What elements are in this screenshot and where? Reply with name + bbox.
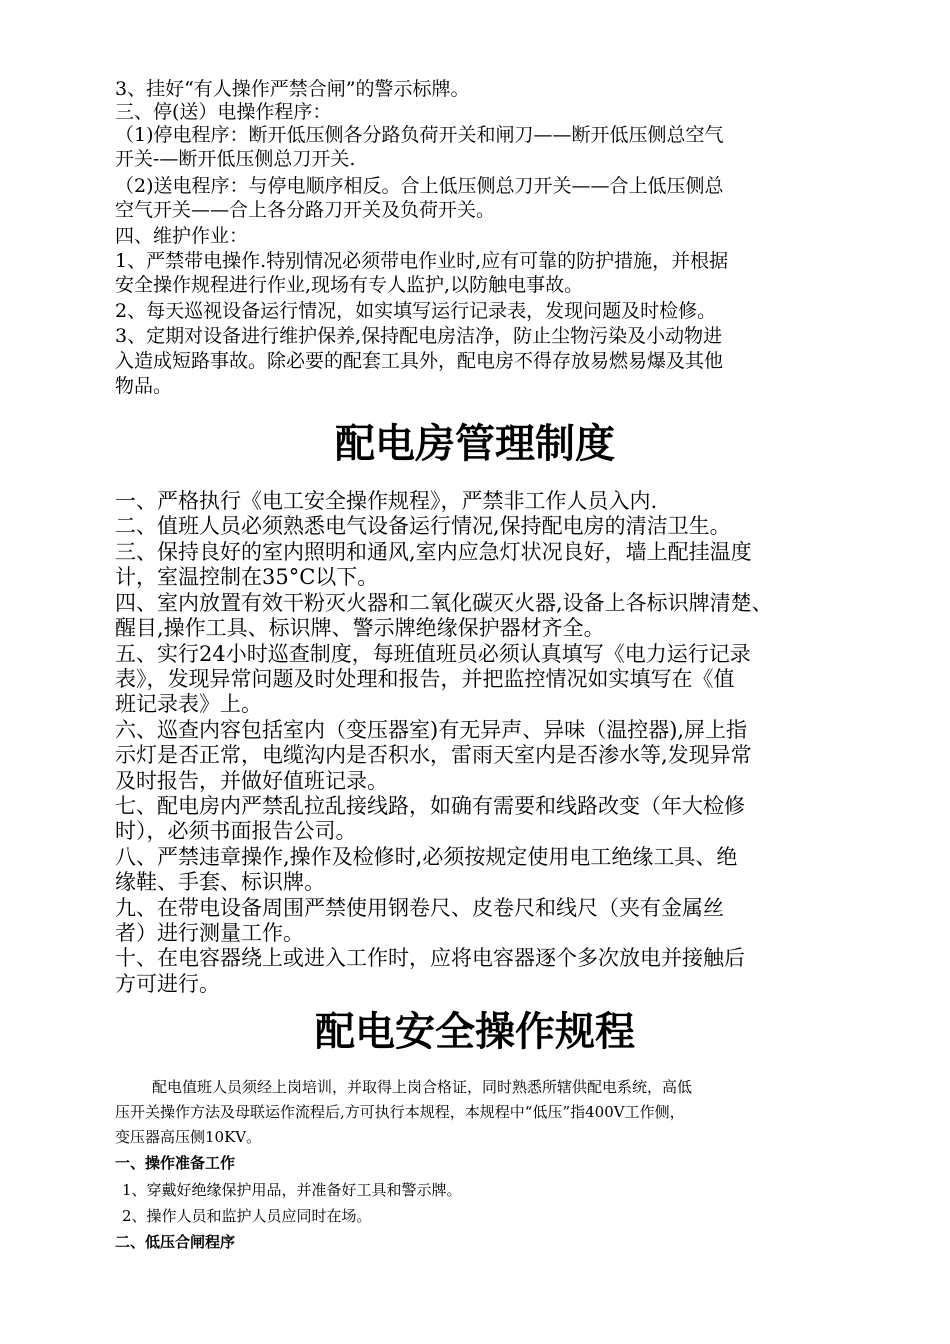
text-line: 3、挂好“有人操作严禁合闸”的警示标牌。: [115, 78, 470, 100]
list-item: 1、穿戴好绝缘保护用品，并准备好工具和警示牌。: [122, 1181, 462, 1199]
section-title-management: 配电房管理制度: [335, 421, 615, 467]
rule-line: 及时报告，并做好值班记录。: [115, 769, 388, 793]
rule-line: 八、严禁违章操作,操作及检修时,必须按规定使用电工绝缘工具、绝: [115, 845, 738, 869]
rule-line: 计，室温控制在35°C以下。: [115, 565, 379, 589]
rule-line: 三、保持良好的室内照明和通风,室内应急灯状况良好，墙上配挂温度: [115, 540, 752, 564]
text-line: 1、严禁带电操作.特别情况必须带电作业时,应有可靠的防护措施，并根据: [115, 250, 729, 272]
list-item: 2、操作人员和监护人员应同时在场。: [122, 1207, 372, 1225]
rule-line: 时），必须书面报告公司。: [115, 819, 357, 843]
intro-line: 配电值班人员须经上岗培训，并取得上岗合格证，同时熟悉所辖供配电系统，高低: [152, 1078, 693, 1096]
text-line: 入造成短路事故。除必要的配套工具外，配电房不得存放易燃易爆及其他: [115, 350, 724, 372]
subheading-preparation: 一、操作准备工作: [115, 1154, 236, 1172]
text-line: 2、每天巡视设备运行情况，如实填写运行记录表，发现问题及时检修。: [115, 300, 717, 322]
text-line: （2)送电程序：与停电顺序相反。合上低压侧总刀开关——合上低压侧总: [115, 175, 724, 197]
text-line: 3、定期对设备进行维护保养,保持配电房洁净，防止尘物污染及小动物进: [115, 325, 723, 347]
text-line: 三、停(送）电操作程序：: [115, 101, 332, 123]
rule-line: 班记录表》上。: [115, 692, 262, 716]
intro-line: 变压器高压侧10KV。: [115, 1128, 262, 1146]
rule-line: 者）进行测量工作。: [115, 921, 304, 945]
rule-line: 四、室内放置有效干粉灭火器和二氧化碳灭火器,设备上各标识牌清楚、: [115, 591, 773, 615]
rule-line: 二、值班人员必须熟悉电气设备运行情况,保持配电房的清洁卫生。: [115, 514, 731, 538]
text-line: 物品。: [115, 375, 173, 397]
text-line: 安全操作规程进行作业,现场有专人监护,以防触电事故。: [115, 274, 584, 296]
rule-line: 六、巡查内容包括室内（变压器室)有无异声、异味（温控器),屏上指: [115, 718, 748, 742]
text-line: （1)停电程序：断开低压侧各分路负荷开关和闸刀——断开低压侧总空气: [115, 124, 724, 146]
rule-line: 醒目,操作工具、标识牌、警示牌绝缘保护器材齐全。: [115, 616, 605, 640]
text-line: 开关-—断开低压侧总刀开关.: [115, 148, 356, 170]
rule-line: 方可进行。: [115, 972, 220, 996]
rule-line: 表》，发现异常问题及时处理和报告，并把监控情况如实填写在《值: [115, 667, 735, 691]
section-title-safety: 配电安全操作规程: [315, 1009, 635, 1055]
rule-line: 一、严格执行《电工安全操作规程》，严禁非工作人员入内.: [115, 489, 658, 513]
rule-line: 示灯是否正常，电缆沟内是否积水，雷雨天室内是否渗水等,发现异常: [115, 743, 752, 767]
rule-line: 七、配电房内严禁乱拉乱接线路，如确有需要和线路改变（年大检修: [115, 794, 745, 818]
text-line: 空气开关——合上各分路刀开关及负荷开关。: [115, 199, 496, 221]
text-line: 四、维护作业：: [115, 225, 249, 247]
rule-line: 九、在带电设备周围严禁使用钢卷尺、皮卷尺和线尺（夹有金属丝: [115, 896, 724, 920]
rule-line: 五、实行24小时巡查制度，每班值班员必须认真填写《电力运行记录: [115, 642, 751, 666]
rule-line: 十、在电容器绕上或进入工作时，应将电容器逐个多次放电并接触后: [115, 946, 745, 970]
subheading-low-voltage-closing: 二、低压合闸程序: [115, 1233, 236, 1251]
intro-line: 压开关操作方法及母联运作流程后,方可执行本规程，本规程中“低压”指400V工作侧，: [115, 1103, 685, 1121]
rule-line: 缘鞋、手套、标识牌。: [115, 870, 325, 894]
